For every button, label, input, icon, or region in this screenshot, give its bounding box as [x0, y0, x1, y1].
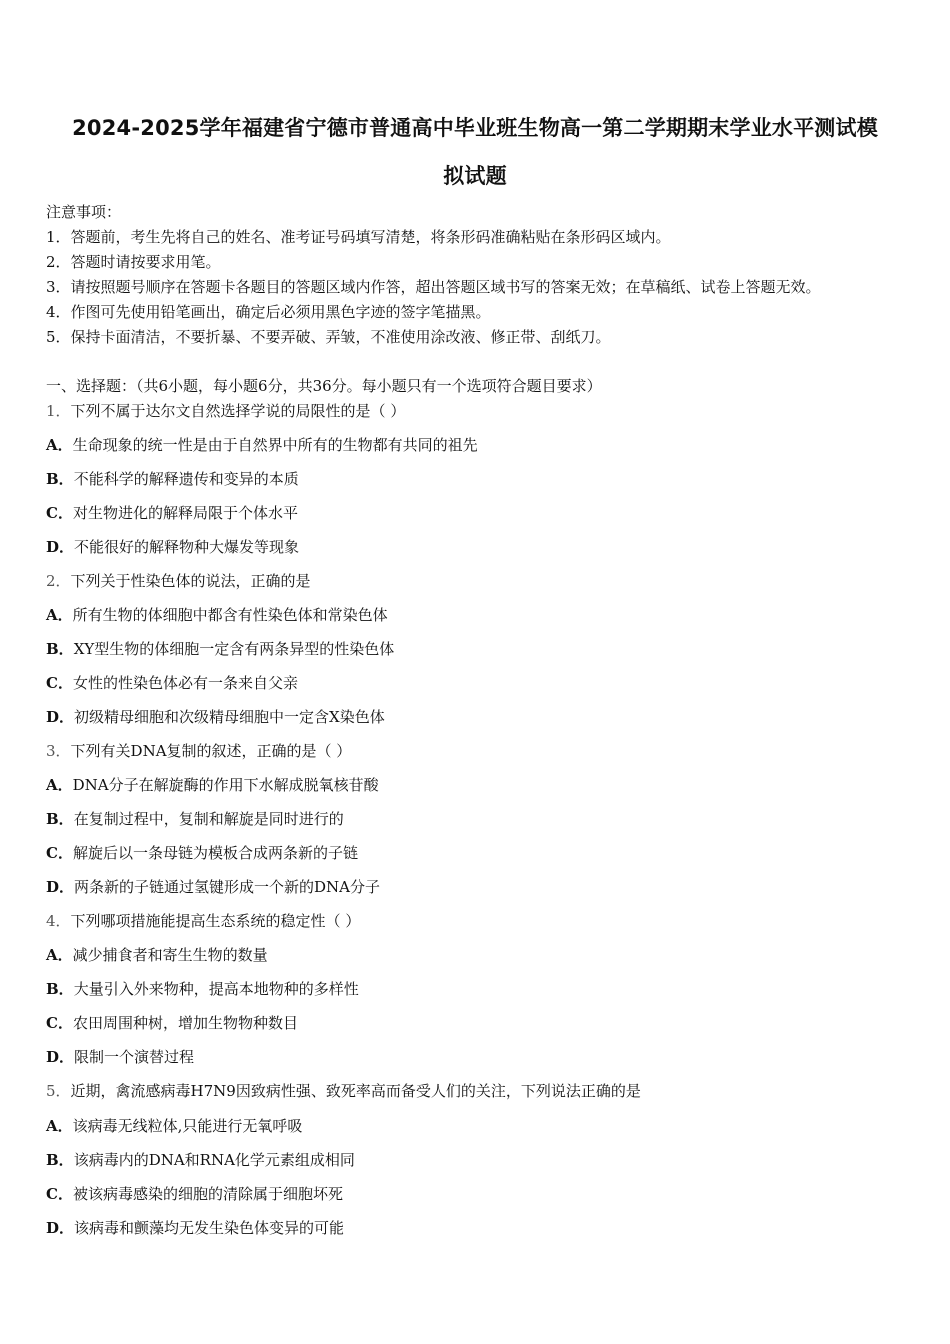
option-c [46, 843, 358, 863]
question-number: 5． [46, 1082, 71, 1100]
option-text: 大量引入外来物种，提高本地物种的多样性 [73, 980, 359, 998]
option-a [46, 1116, 302, 1136]
option-text: 该病毒无线粒体,只能进行无氧呼吸 [72, 1117, 303, 1135]
option-c [46, 673, 298, 693]
option-text: 被该病毒感染的细胞的清除属于细胞坏死 [72, 1185, 343, 1203]
question-number: 1． [46, 402, 71, 420]
option-text: 农田周围种树，增加生物物种数目 [72, 1014, 298, 1032]
page-title: 2024-2025学年福建省宁德市普通高中毕业班生物高一第二学期期末学业水平测试模 [72, 116, 878, 140]
option-text: 两条新的子链通过氢键形成一个新的DNA分子 [74, 878, 381, 896]
notice-item: 2．答题时请按要求用笔。 [46, 253, 221, 271]
option-c [46, 1013, 298, 1033]
notice-item: 5．保持卡面清洁，不要折暴、不要弄破、弄皱，不准使用涂改液、修正带、刮纸刀。 [46, 328, 611, 346]
option-b [46, 639, 394, 659]
option-text: 生命现象的统一性是由于自然界中所有的生物都有共同的祖先 [72, 436, 478, 454]
option-d [46, 1218, 344, 1238]
notice-item: 4．作图可先使用铅笔画出，确定后必须用黑色字迹的签字笔描黑。 [46, 303, 491, 321]
option-letter: D． [46, 878, 75, 896]
option-a [46, 435, 478, 455]
option-letter: D． [46, 708, 75, 726]
option-b [46, 809, 344, 829]
option-c [46, 1184, 343, 1204]
option-letter: C． [46, 674, 73, 692]
option-letter: D． [46, 538, 75, 556]
option-letter: A． [46, 606, 73, 624]
section-heading: 一、选择题：（共6小题，每小题6分，共36分。每小题只有一个选项符合题目要求） [46, 377, 602, 395]
option-letter: C． [46, 504, 73, 522]
option-b [46, 979, 359, 999]
notice-item: 3．请按照题号顺序在答题卡各题目的答题区域内作答，超出答题区域书写的答案无效；在草稿纸、试卷上答题无效。 [46, 278, 821, 296]
option-b [46, 1150, 355, 1170]
option-letter: B． [46, 1151, 74, 1169]
question-stem [46, 401, 405, 421]
option-letter: B． [46, 640, 74, 658]
option-text: 不能科学的解释遗传和变异的本质 [73, 470, 299, 488]
option-letter: A． [46, 946, 73, 964]
question-text: 下列关于性染色体的说法，正确的是 [70, 572, 311, 590]
option-text: 所有生物的体细胞中都含有性染色体和常染色体 [72, 606, 388, 624]
question-stem [46, 571, 311, 591]
option-letter: B． [46, 980, 74, 998]
question-number: 2． [46, 572, 71, 590]
option-letter: A． [46, 1117, 73, 1135]
question-text: 近期，禽流感病毒H7N9因致病性强、致死率高而备受人们的关注，下列说法正确的是 [70, 1082, 641, 1100]
question-stem [46, 1081, 641, 1101]
option-d [46, 537, 299, 557]
option-letter: A． [46, 436, 73, 454]
option-text: 初级精母细胞和次级精母细胞中一定含X染色体 [74, 708, 385, 726]
option-letter: C． [46, 844, 73, 862]
notice-heading: 注意事项： [46, 203, 122, 221]
option-text: DNA分子在解旋酶的作用下水解成脱氧核苷酸 [72, 776, 379, 794]
option-d [46, 1047, 194, 1067]
option-letter: B． [46, 810, 74, 828]
question-number: 4． [46, 912, 71, 930]
option-text: 该病毒内的DNA和RNA化学元素组成相同 [73, 1151, 355, 1169]
option-letter: C． [46, 1185, 73, 1203]
question-text: 下列哪项措施能提高生态系统的稳定性（ ） [70, 912, 361, 930]
option-letter: B． [46, 470, 74, 488]
option-text: XY型生物的体细胞一定含有两条异型的性染色体 [73, 640, 395, 658]
notice-item: 1．答题前，考生先将自己的姓名、准考证号码填写清楚，将条形码准确粘贴在条形码区域内。 [46, 228, 671, 246]
option-d [46, 877, 380, 897]
option-text: 解旋后以一条母链为模板合成两条新的子链 [72, 844, 358, 862]
question-stem [46, 741, 351, 761]
option-letter: C． [46, 1014, 73, 1032]
option-text: 在复制过程中，复制和解旋是同时进行的 [73, 810, 344, 828]
option-text: 女性的性染色体必有一条来自父亲 [72, 674, 298, 692]
option-a [46, 945, 268, 965]
option-letter: D． [46, 1048, 75, 1066]
option-c [46, 503, 298, 523]
option-text: 该病毒和颤藻均无发生染色体变异的可能 [74, 1219, 345, 1237]
question-text: 下列有关DNA复制的叙述，正确的是（ ） [70, 742, 352, 760]
option-text: 不能很好的解释物种大爆发等现象 [74, 538, 300, 556]
question-text: 下列不属于达尔文自然选择学说的局限性的是（ ） [70, 402, 406, 420]
option-text: 对生物进化的解释局限于个体水平 [72, 504, 298, 522]
page-title-continued: 拟试题 [443, 164, 507, 188]
question-stem [46, 911, 360, 931]
option-a [46, 605, 388, 625]
option-letter: A． [46, 776, 73, 794]
question-number: 3． [46, 742, 71, 760]
option-letter: D． [46, 1219, 75, 1237]
option-text: 减少捕食者和寄生生物的数量 [72, 946, 268, 964]
option-d [46, 707, 385, 727]
option-text: 限制一个演替过程 [74, 1048, 195, 1066]
option-a [46, 775, 379, 795]
option-b [46, 469, 299, 489]
